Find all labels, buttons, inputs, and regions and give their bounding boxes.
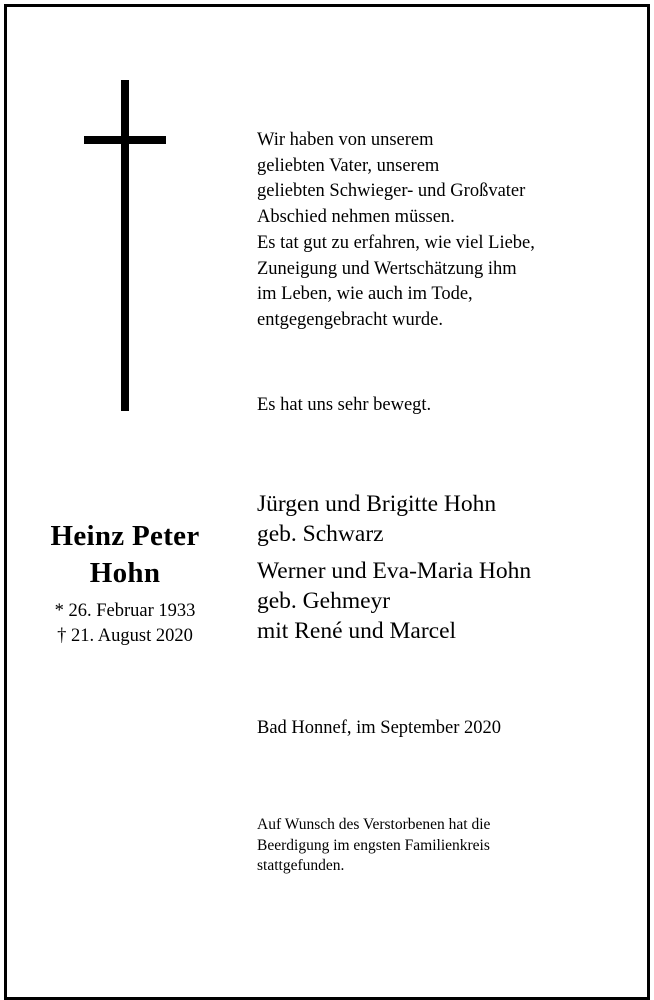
death-date: † 21. August 2020: [57, 626, 193, 646]
intro-line: geliebten Vater, unserem: [257, 155, 440, 176]
mourner-line: mit René und Marcel: [257, 618, 457, 644]
intro-line: Wir haben von unserem: [257, 130, 434, 150]
birth-date: * 26. Februar 1933: [54, 601, 196, 621]
mourner-line: Werner und Eva-Maria Hohn: [257, 558, 532, 584]
mourners-list: [257, 489, 531, 646]
intro-line: geliebten Schwieger- und Großvater: [257, 181, 526, 202]
moved-text: Es hat uns sehr bewegt.: [257, 395, 432, 415]
note-line: Auf Wunsch des Verstorbenen hat die: [257, 816, 491, 833]
deceased-block: [25, 518, 225, 649]
cross-horizontal-bar: [84, 136, 166, 144]
mourner-group-1: [257, 489, 531, 549]
intro-line: Abschied nehmen müssen.: [257, 207, 455, 228]
note-line: stattgefunden.: [257, 857, 345, 874]
cross-vertical-bar: [121, 80, 129, 411]
mourner-line: Jürgen und Brigitte Hohn: [257, 491, 497, 517]
note-line: Beerdigung im engsten Familienkreis: [257, 836, 490, 854]
deceased-name-line2: Hohn: [89, 557, 161, 589]
mourner-line: geb. Schwarz: [257, 521, 384, 547]
funeral-note: [257, 815, 490, 877]
intro-line: Es tat gut zu erfahren, wie viel Liebe,: [257, 232, 535, 253]
intro-line: Zuneigung und Wertschätzung ihm: [257, 258, 517, 279]
mourner-line: geb. Gehmeyr: [257, 588, 391, 614]
intro-line: im Leben, wie auch im Tode,: [257, 284, 473, 305]
intro-text: [257, 128, 535, 334]
deceased-name-line1: Heinz Peter: [50, 520, 200, 552]
place-date: Bad Honnef, im September 2020: [257, 718, 502, 738]
intro-line: entgegengebracht wurde.: [257, 309, 443, 330]
mourner-group-2: [257, 556, 531, 646]
